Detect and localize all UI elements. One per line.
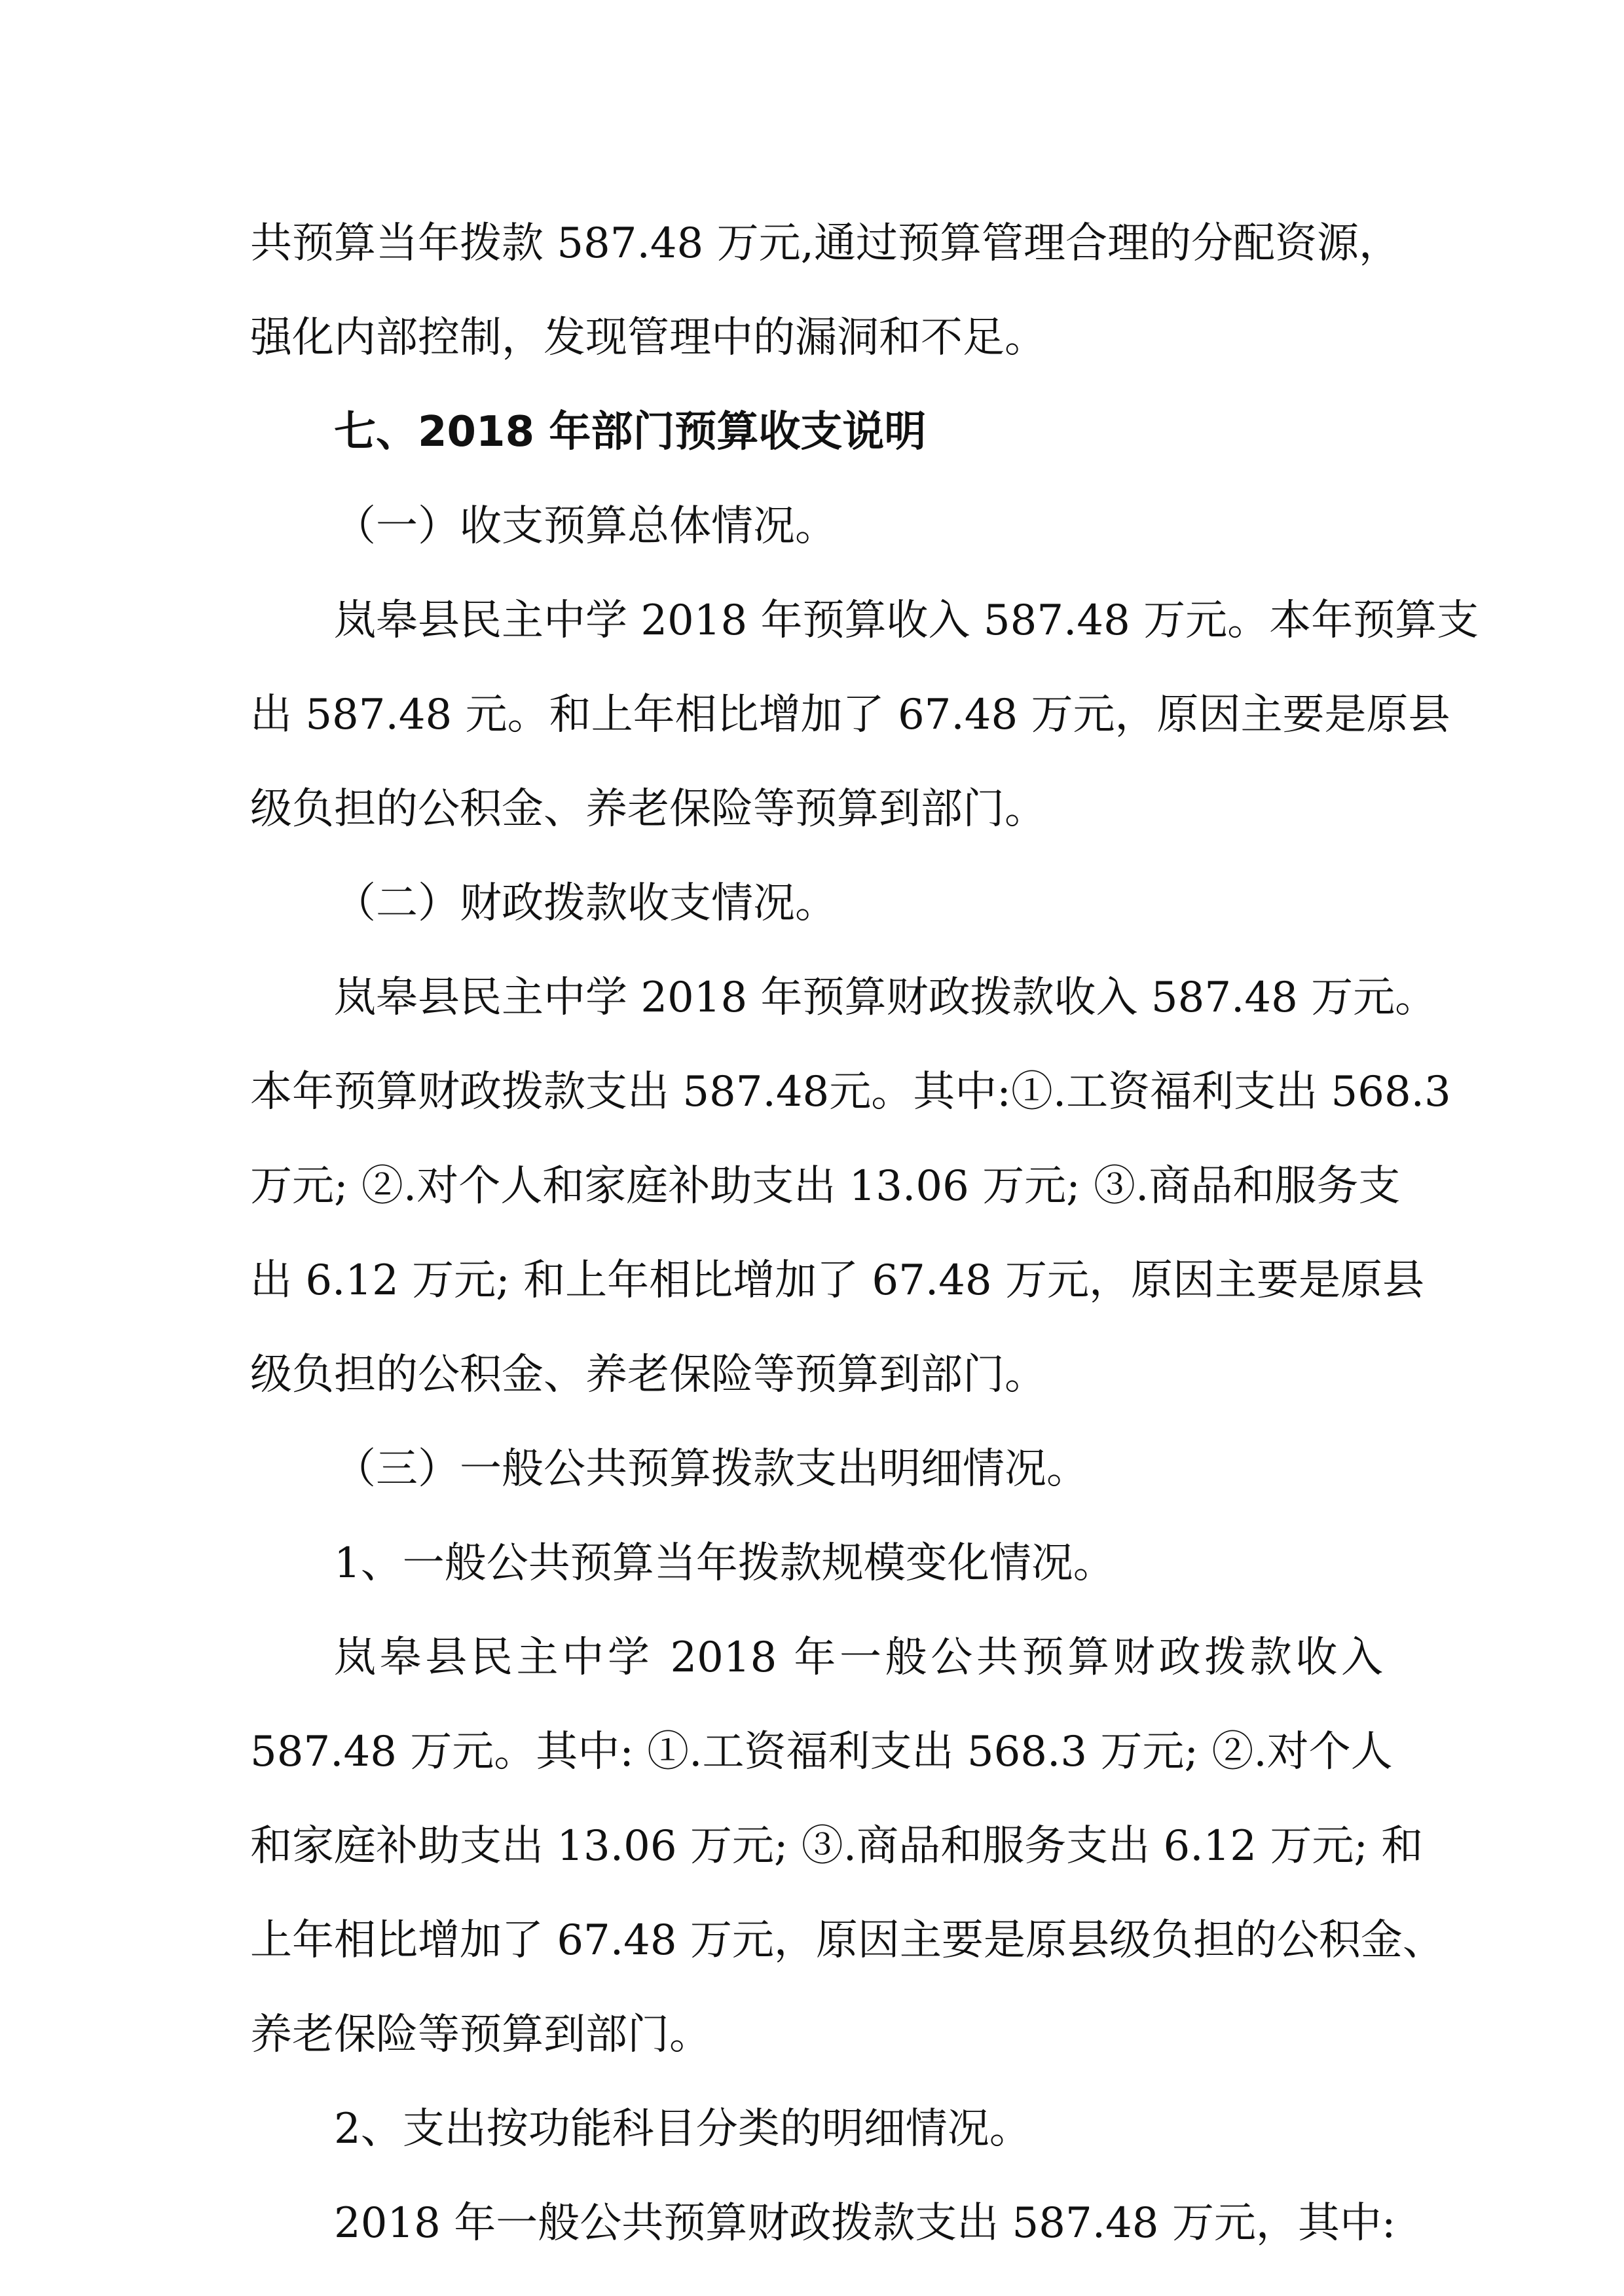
document-body (250, 196, 1479, 2270)
paragraph-line: 级负担的公积金、养老保险等预算到部门。 (250, 1351, 1046, 1399)
section-heading: 七、2018 年部门预算收支说明 (334, 408, 927, 456)
paragraph-line: 强化内部控制，发现管理中的漏洞和不足。 (250, 314, 1046, 362)
paragraph-line: 万元; ②.对个人和家庭补助支出 13.06 万元; ③.商品和服务支 (250, 1162, 1401, 1211)
item-heading: 2、支出按功能科目分类的明细情况。 (334, 2105, 1031, 2153)
paragraph-line: 养老保险等预算到部门。 (250, 2011, 711, 2059)
paragraph-line: 岚皋县民主中学 2018 年预算收入 587.48 万元。本年预算支 (334, 596, 1479, 645)
paragraph-line: 岚皋县民主中学 2018 年预算财政拨款收入 587.48 万元。 (334, 974, 1437, 1022)
paragraph-line: 2018 年一般公共预算财政拨款支出 587.48 万元，其中: (334, 2199, 1396, 2248)
subsection-heading: （二）财政拨款收支情况。 (334, 879, 837, 928)
paragraph-line: 587.48 万元。其中: ①.工资福利支出 568.3 万元; ②.对个人 (250, 1728, 1393, 1776)
item-heading: 1、一般公共预算当年拨款规模变化情况。 (334, 1539, 1115, 1588)
paragraph-line: 上年相比增加了 67.48 万元，原因主要是原县级负担的公积金、 (250, 1916, 1445, 1965)
paragraph-line: 级负担的公积金、养老保险等预算到部门。 (250, 785, 1046, 833)
subsection-heading: （三）一般公共预算拨款支出明细情况。 (334, 1445, 1088, 1493)
paragraph-line: 岚皋县民主中学 2018 年一般公共预算财政拨款收入 (334, 1633, 1383, 1682)
paragraph-line: 和家庭补助支出 13.06 万元; ③.商品和服务支出 6.12 万元; 和 (250, 1822, 1424, 1870)
paragraph-line: 本年预算财政拨款支出 587.48元。其中:①.工资福利支出 568.3 (250, 1068, 1451, 1116)
paragraph-line: 出 6.12 万元; 和上年相比增加了 67.48 万元，原因主要是原县 (250, 1256, 1424, 1305)
paragraph-line: 共预算当年拨款 587.48 万元,通过预算管理合理的分配资源， (250, 219, 1401, 268)
subsection-heading: （一）收支预算总体情况。 (334, 502, 837, 551)
paragraph-line: 出 587.48 元。和上年相比增加了 67.48 万元，原因主要是原县 (250, 691, 1450, 739)
